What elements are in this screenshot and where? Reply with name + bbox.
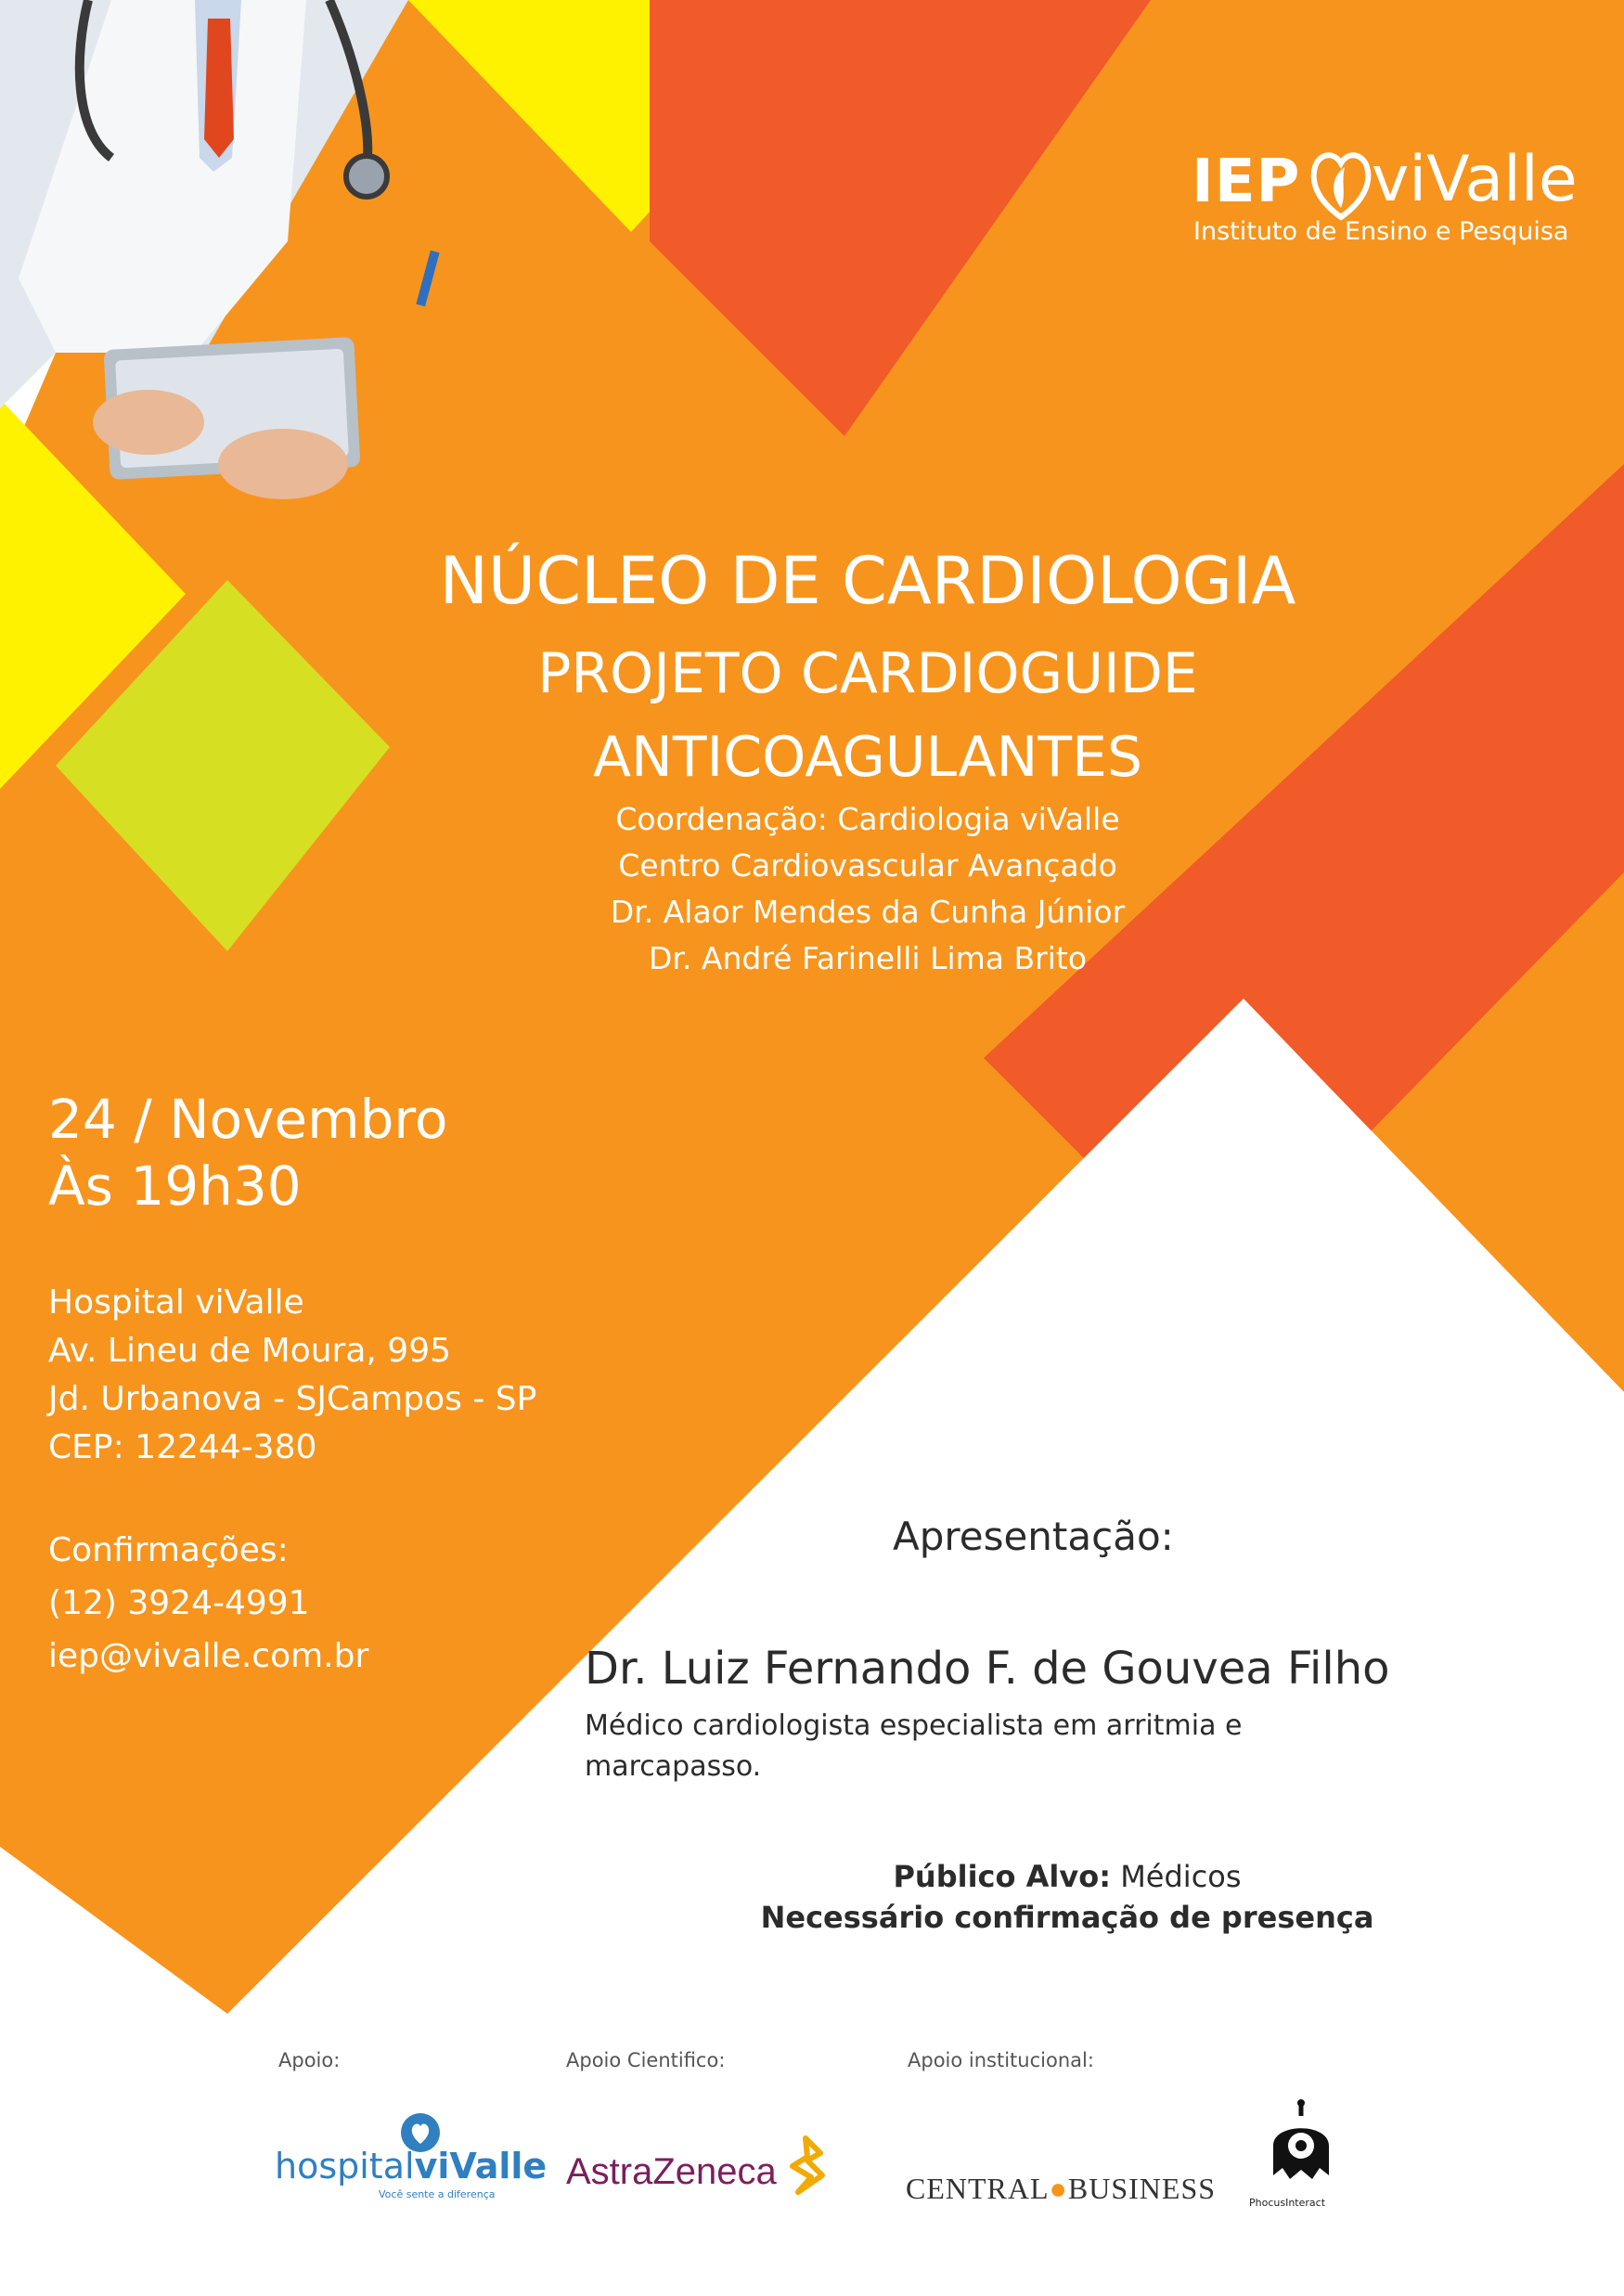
hospital-vivalle-logo[interactable] bbox=[275, 2116, 548, 2200]
contact-label: Confirmações: bbox=[48, 1531, 289, 1569]
event-time: Às 19h30 bbox=[48, 1154, 302, 1218]
hv-word-b: viValle bbox=[414, 2146, 548, 2186]
venue-line: Hospital viValle bbox=[48, 1283, 304, 1322]
astrazeneca-word: AstraZeneca bbox=[566, 2151, 777, 2192]
logo-subtitle: Instituto de Ensino e Pesquisa bbox=[1193, 217, 1569, 246]
speaker-name: Dr. Luiz Fernando F. de Gouvea Filho bbox=[585, 1643, 1390, 1695]
phocus-monster-icon bbox=[1264, 2099, 1338, 2192]
astrazeneca-logo[interactable] bbox=[564, 2135, 843, 2209]
iep-vivalle-logo bbox=[1186, 139, 1594, 251]
venue-line: Av. Lineu de Moura, 995 bbox=[48, 1332, 452, 1370]
contact-block bbox=[48, 1524, 368, 1683]
sponsor-label-apoio: Apoio: bbox=[278, 2049, 341, 2071]
logo-iep: IEP bbox=[1192, 148, 1301, 216]
coordination-line: Dr. Alaor Mendes da Cunha Júnior bbox=[610, 894, 1126, 930]
phocus-name: Phocus bbox=[1249, 2197, 1286, 2209]
logo-vivalle: viValle bbox=[1372, 143, 1578, 216]
venue-line: CEP: 12244-380 bbox=[48, 1428, 317, 1466]
phocus-suffix: Interact bbox=[1285, 2197, 1326, 2209]
contact-email[interactable]: iep@vivalle.com.br bbox=[48, 1637, 369, 1675]
event-date: 24 / Novembro bbox=[48, 1088, 448, 1151]
coordination-line: Centro Cardiovascular Avançado bbox=[618, 847, 1117, 884]
audience-label: Público Alvo: bbox=[893, 1859, 1112, 1894]
sponsor-label-institucional: Apoio institucional: bbox=[908, 2049, 1094, 2071]
phocus-interact-logo[interactable] bbox=[1249, 2099, 1364, 2220]
cb-right: BUSINESS bbox=[1067, 2172, 1217, 2205]
event-title: NÚCLEO DE CARDIOLOGIA bbox=[439, 543, 1296, 619]
speaker-description: Médico cardiologista especialista em arritmia e marcapasso. bbox=[585, 1709, 1243, 1783]
cb-left: CENTRAL bbox=[906, 2172, 1050, 2205]
hv-word-a: hospital bbox=[275, 2146, 415, 2186]
coordination-block bbox=[371, 796, 1364, 982]
audience-value: Médicos bbox=[1120, 1859, 1242, 1894]
coordination-line: Coordenação: Cardiologia viValle bbox=[615, 801, 1120, 837]
central-business-logo[interactable] bbox=[906, 2172, 1217, 2218]
astrazeneca-symbol-icon bbox=[780, 2135, 835, 2199]
audience-note: Necessário confirmação de presença bbox=[760, 1900, 1374, 1935]
presentation-label: Apresentação: bbox=[893, 1514, 1174, 1559]
event-subtitle-2: ANTICOAGULANTES bbox=[592, 725, 1143, 790]
heart-leaf-icon bbox=[1309, 147, 1373, 221]
venue-address bbox=[48, 1279, 536, 1472]
audience-block bbox=[557, 1856, 1578, 1938]
hv-tagline: Você sente a diferença bbox=[379, 2188, 496, 2200]
event-subtitle-1: PROJETO CARDIOGUIDE bbox=[537, 641, 1198, 706]
event-schedule bbox=[48, 1086, 447, 1219]
venue-line: Jd. Urbanova - SJCampos - SP bbox=[48, 1380, 537, 1418]
coordination-line: Dr. André Farinelli Lima Brito bbox=[648, 940, 1088, 976]
cb-dot-icon: ● bbox=[1049, 2172, 1068, 2205]
contact-phone[interactable]: (12) 3924-4991 bbox=[48, 1584, 310, 1622]
sponsor-label-cientifico: Apoio Cientifico: bbox=[566, 2049, 726, 2071]
